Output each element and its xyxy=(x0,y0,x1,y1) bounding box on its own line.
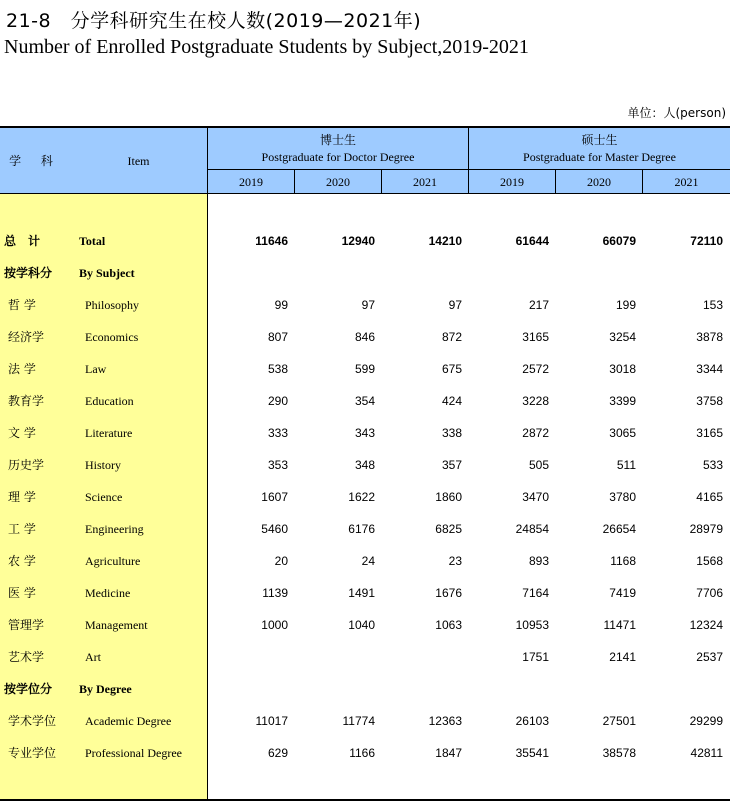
value-cell: 12940 xyxy=(341,234,375,248)
value-cell: 1860 xyxy=(435,490,462,504)
table-row xyxy=(0,641,730,673)
row-label-cn: 艺术学 xyxy=(8,650,45,664)
value-cell: 6825 xyxy=(435,522,462,536)
table-row xyxy=(0,737,730,769)
value-cell: 2572 xyxy=(522,362,549,376)
value-cell: 1063 xyxy=(435,618,462,632)
value-cell: 599 xyxy=(354,362,375,376)
row-label-cn: 总 计 xyxy=(4,234,41,248)
row-label-cn: 经济学 xyxy=(8,330,45,344)
header-divider xyxy=(468,128,469,194)
value-cell: 26654 xyxy=(602,522,636,536)
table-row xyxy=(0,545,730,577)
table-row xyxy=(0,225,730,257)
value-cell: 4165 xyxy=(696,490,723,504)
value-cell: 3878 xyxy=(696,330,723,344)
header-divider xyxy=(294,169,295,194)
value-cell: 26103 xyxy=(515,714,549,728)
header-doctor-cn: 博士生 xyxy=(319,133,356,148)
table-row xyxy=(0,385,730,417)
row-label-cn: 哲 学 xyxy=(8,298,36,312)
table-row xyxy=(0,289,730,321)
table-row xyxy=(0,257,730,289)
value-cell: 1607 xyxy=(261,490,288,504)
value-cell: 3254 xyxy=(609,330,636,344)
value-cell: 511 xyxy=(616,458,636,472)
value-cell: 97 xyxy=(448,298,462,312)
header-year-master-2020: 2020 xyxy=(587,174,611,189)
header-master-en: Postgraduate for Master Degree xyxy=(523,149,676,164)
value-cell: 1751 xyxy=(522,650,549,664)
value-cell: 3399 xyxy=(609,394,636,408)
value-cell: 72110 xyxy=(690,234,723,248)
header-master-cn: 硕士生 xyxy=(581,133,618,148)
row-label-cn: 文 学 xyxy=(8,426,36,440)
value-cell: 505 xyxy=(528,458,549,472)
value-cell: 1491 xyxy=(348,586,375,600)
row-label-cn: 医 学 xyxy=(8,586,36,600)
row-label-en: Economics xyxy=(85,330,139,344)
value-cell: 1568 xyxy=(696,554,723,568)
row-label-cn: 教育学 xyxy=(8,394,45,408)
value-cell xyxy=(382,673,462,705)
value-cell: 3018 xyxy=(609,362,636,376)
value-cell: 354 xyxy=(354,394,375,408)
row-label-en: Literature xyxy=(85,426,133,440)
value-cell: 1676 xyxy=(435,586,462,600)
value-cell xyxy=(208,641,288,673)
page-title-chinese: 21-8 分学科研究生在校人数(2019—2021年) xyxy=(6,10,422,32)
value-cell: 872 xyxy=(441,330,462,344)
row-label-en: History xyxy=(85,458,121,472)
row-label-en: Management xyxy=(85,618,148,632)
row-label-cn: 按学位分 xyxy=(4,682,53,696)
value-cell: 807 xyxy=(267,330,288,344)
value-cell xyxy=(469,257,549,289)
row-label-cn: 历史学 xyxy=(8,458,45,472)
value-cell: 10953 xyxy=(515,618,549,632)
header-year-master-2021: 2021 xyxy=(674,174,699,189)
unit-label: 单位：人(person) xyxy=(627,106,726,120)
value-cell: 27501 xyxy=(602,714,636,728)
value-cell: 3344 xyxy=(696,362,723,376)
value-cell xyxy=(208,673,288,705)
header-year-master-2019: 2019 xyxy=(500,174,524,189)
value-cell xyxy=(556,257,636,289)
value-cell: 343 xyxy=(354,426,375,440)
value-cell: 6176 xyxy=(348,522,375,536)
value-cell: 97 xyxy=(361,298,375,312)
table-row xyxy=(0,353,730,385)
table-row xyxy=(0,609,730,641)
value-cell xyxy=(208,257,288,289)
value-cell: 3228 xyxy=(522,394,549,408)
value-cell: 11471 xyxy=(603,618,636,632)
value-cell: 35541 xyxy=(515,746,549,760)
table-row xyxy=(0,321,730,353)
table-row xyxy=(0,705,730,737)
value-cell: 199 xyxy=(615,298,636,312)
row-label-en: Education xyxy=(85,394,134,408)
header-doctor-en: Postgraduate for Doctor Degree xyxy=(261,149,415,164)
value-cell: 7164 xyxy=(522,586,549,600)
row-label-cn: 农 学 xyxy=(8,554,36,568)
value-cell: 153 xyxy=(702,298,723,312)
header-subject-cn: 学 科 xyxy=(9,153,61,168)
row-label-en: Law xyxy=(85,362,107,376)
row-label-en: Engineering xyxy=(85,522,144,536)
row-label-cn: 理 学 xyxy=(8,490,36,504)
value-cell: 20 xyxy=(274,554,288,568)
value-cell: 23 xyxy=(448,554,462,568)
value-cell: 1847 xyxy=(435,746,462,760)
header-divider xyxy=(207,169,730,170)
value-cell: 290 xyxy=(267,394,288,408)
header-year-doctor-2021: 2021 xyxy=(413,174,437,189)
value-cell xyxy=(295,641,375,673)
row-label-cn: 专业学位 xyxy=(8,746,57,760)
value-cell: 2537 xyxy=(696,650,723,664)
value-cell xyxy=(469,673,549,705)
value-cell: 28979 xyxy=(689,522,723,536)
value-cell: 348 xyxy=(354,458,375,472)
row-label-en: Philosophy xyxy=(85,298,140,312)
value-cell: 66079 xyxy=(602,234,636,248)
header-master-group xyxy=(469,128,730,169)
value-cell: 38578 xyxy=(602,746,636,760)
value-cell: 846 xyxy=(354,330,375,344)
value-cell: 353 xyxy=(267,458,288,472)
value-cell: 533 xyxy=(702,458,723,472)
value-cell xyxy=(382,641,462,673)
value-cell: 3780 xyxy=(609,490,636,504)
row-label-en: Professional Degree xyxy=(85,746,182,760)
table-row xyxy=(0,449,730,481)
value-cell: 333 xyxy=(267,426,288,440)
row-label-en: Science xyxy=(85,490,123,504)
header-divider xyxy=(207,128,208,194)
page-title-english: Number of Enrolled Postgraduate Students by Subject,2019-2021 xyxy=(4,36,529,58)
value-cell: 893 xyxy=(528,554,549,568)
value-cell: 1168 xyxy=(610,554,636,568)
value-cell: 24854 xyxy=(515,522,549,536)
header-divider xyxy=(555,169,556,194)
value-cell: 11646 xyxy=(255,234,288,248)
value-cell: 424 xyxy=(441,394,462,408)
row-label-en: By Degree xyxy=(79,682,132,696)
value-cell: 99 xyxy=(274,298,288,312)
header-doctor-group xyxy=(208,128,468,169)
header-year-doctor-2019: 2019 xyxy=(239,174,263,189)
row-label-en: Art xyxy=(85,650,101,664)
value-cell: 12324 xyxy=(689,618,723,632)
row-label-cn: 按学科分 xyxy=(4,266,53,280)
value-cell: 1000 xyxy=(261,618,288,632)
value-cell: 3165 xyxy=(696,426,723,440)
value-cell: 61644 xyxy=(515,234,549,248)
row-label-cn: 管理学 xyxy=(8,618,45,632)
value-cell: 24 xyxy=(361,554,375,568)
row-label-cn: 工 学 xyxy=(8,522,36,536)
value-cell: 29299 xyxy=(689,714,723,728)
value-cell: 12363 xyxy=(428,714,462,728)
value-cell xyxy=(295,257,375,289)
row-label-en: Medicine xyxy=(85,586,131,600)
value-cell: 1622 xyxy=(348,490,375,504)
value-cell: 2872 xyxy=(522,426,549,440)
value-cell: 675 xyxy=(441,362,462,376)
value-cell: 5460 xyxy=(261,522,288,536)
value-cell: 2141 xyxy=(609,650,636,664)
value-cell: 42811 xyxy=(690,746,723,760)
value-cell: 629 xyxy=(267,746,288,760)
table-row xyxy=(0,513,730,545)
value-cell xyxy=(382,257,462,289)
row-label-cn: 学术学位 xyxy=(8,714,57,728)
value-cell xyxy=(556,673,636,705)
value-cell: 11774 xyxy=(342,714,375,728)
value-cell: 1166 xyxy=(349,746,375,760)
header-divider xyxy=(381,169,382,194)
value-cell xyxy=(643,673,723,705)
value-cell xyxy=(643,257,723,289)
value-cell: 338 xyxy=(441,426,462,440)
value-cell: 357 xyxy=(441,458,462,472)
row-label-en: Total xyxy=(79,234,106,248)
value-cell xyxy=(295,673,375,705)
value-cell: 3758 xyxy=(696,394,723,408)
value-cell: 3470 xyxy=(522,490,549,504)
table-bottom-rule xyxy=(0,799,730,801)
value-cell: 217 xyxy=(528,298,549,312)
table-row xyxy=(0,577,730,609)
row-label-en: Agriculture xyxy=(85,554,141,568)
value-cell: 3065 xyxy=(609,426,636,440)
value-cell: 538 xyxy=(267,362,288,376)
row-label-cn: 法 学 xyxy=(8,362,36,376)
value-cell: 11017 xyxy=(255,714,288,728)
value-cell: 1139 xyxy=(262,586,288,600)
header-year-doctor-2020: 2020 xyxy=(326,174,350,189)
value-cell: 14210 xyxy=(428,234,462,248)
table-row xyxy=(0,673,730,705)
table-row xyxy=(0,481,730,513)
value-cell: 7706 xyxy=(696,586,723,600)
table-header xyxy=(0,128,730,194)
value-cell: 3165 xyxy=(522,330,549,344)
row-label-en: Academic Degree xyxy=(85,714,172,728)
header-item-en: Item xyxy=(127,153,150,168)
value-cell: 1040 xyxy=(348,618,375,632)
table-row xyxy=(0,417,730,449)
header-divider xyxy=(642,169,643,194)
row-label-en: By Subject xyxy=(79,266,135,280)
value-cell: 7419 xyxy=(609,586,636,600)
